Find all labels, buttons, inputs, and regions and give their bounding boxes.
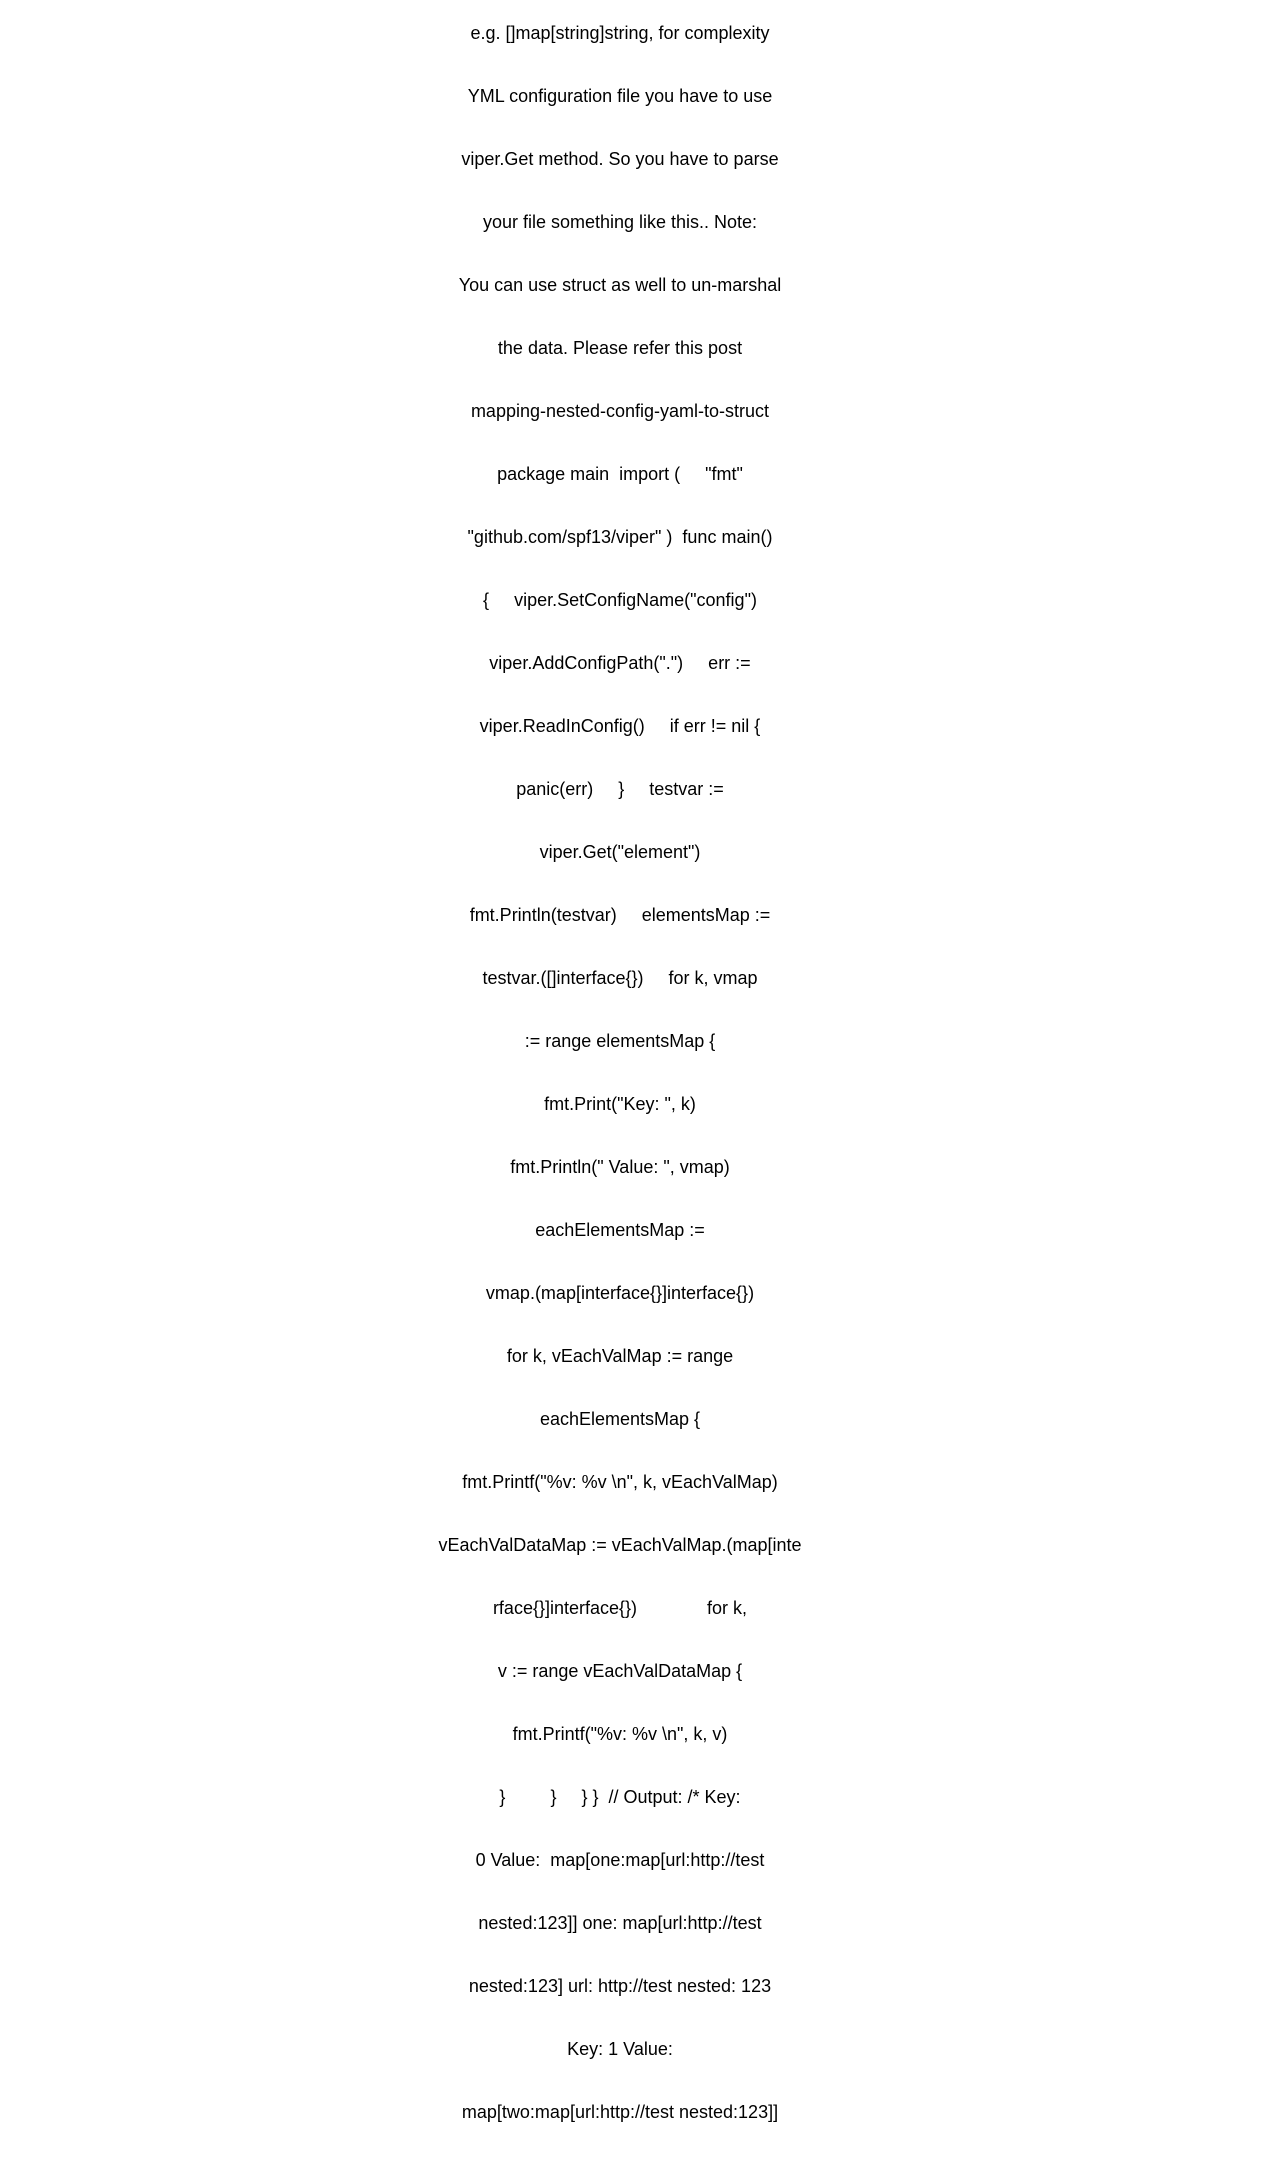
link-mapping-nested-config-yaml-to-struct[interactable]: mapping-nested-config-yaml-to-struct: [470, 401, 770, 421]
code-line: fmt.Print("Key: ", k): [544, 1094, 696, 1114]
code-line: fmt.Println(" Value: ", vmap): [510, 1157, 730, 1177]
code-line: package main import ( "fmt": [497, 464, 743, 484]
code-line: fmt.Println(testvar) elementsMap :=: [469, 905, 771, 925]
code-line: viper.AddConfigPath(".") err :=: [489, 653, 751, 673]
code-line: fmt.Printf("%v: %v \n", k, v): [512, 1724, 728, 1744]
output-line: 0 Value: map[one:map[url:http://test: [475, 1850, 765, 1870]
text-line: viper.Get method. So you have to parse: [461, 149, 779, 169]
code-line: for k, vEachValMap := range: [506, 1346, 734, 1366]
code-line: } } } } // Output: /* Key:: [499, 1787, 741, 1807]
text-line: You can use struct as well to un-marshal: [458, 275, 782, 295]
code-line: fmt.Printf("%v: %v \n", k, vEachValMap): [462, 1472, 778, 1492]
text-line: e.g. []map[string]string, for complexity: [470, 23, 770, 43]
code-line: viper.ReadInConfig() if err != nil {: [479, 716, 761, 736]
text-line: YML configuration file you have to use: [467, 86, 773, 106]
code-line: vEachValDataMap := vEachValMap.(map[inte: [438, 1535, 802, 1555]
code-line: rface{}]interface{}) for k,: [492, 1598, 748, 1618]
code-line: v := range vEachValDataMap {: [497, 1661, 743, 1681]
code-line: { viper.SetConfigName("config"): [483, 590, 757, 610]
output-line: nested:123]] one: map[url:http://test: [478, 1913, 762, 1933]
text-line: the data. Please refer this post: [497, 338, 743, 358]
code-line: eachElementsMap :=: [535, 1220, 705, 1240]
code-line: testvar.([]interface{}) for k, vmap: [482, 968, 758, 988]
code-line: viper.Get("element"): [539, 842, 701, 862]
text-line: your file something like this.. Note:: [482, 212, 758, 232]
output-line: map[two:map[url:http://test nested:123]]: [461, 2102, 779, 2122]
code-line: "github.com/spf13/viper" ) func main(): [467, 527, 773, 547]
output-line: nested:123] url: http://test nested: 123: [468, 1976, 772, 1996]
code-line: := range elementsMap {: [524, 1031, 716, 1051]
code-line: eachElementsMap {: [539, 1409, 701, 1429]
code-line: vmap.(map[interface{}]interface{}): [485, 1283, 755, 1303]
output-line: Key: 1 Value:: [567, 2039, 673, 2059]
code-line: panic(err) } testvar :=: [516, 779, 724, 799]
